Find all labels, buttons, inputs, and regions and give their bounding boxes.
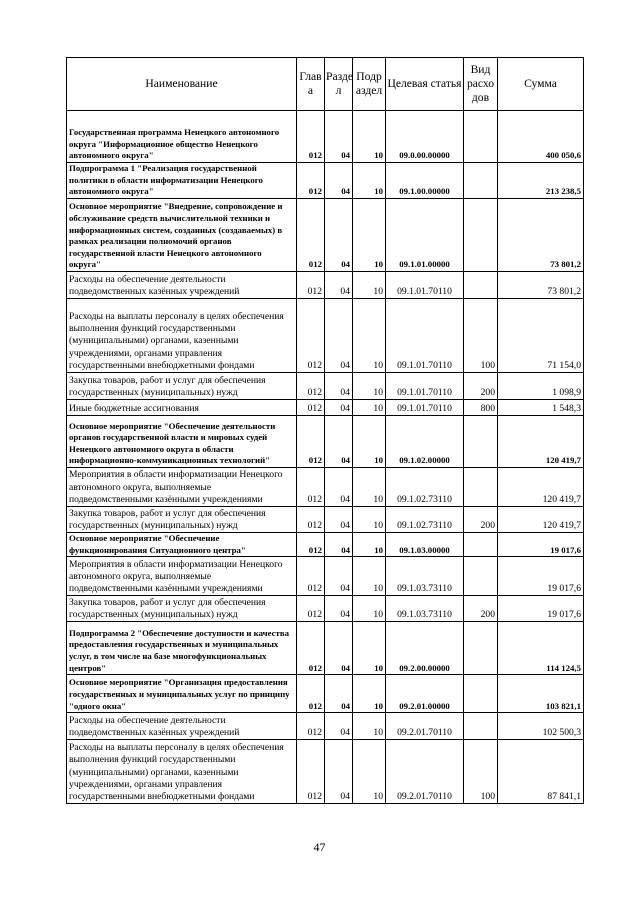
col-header-vid: Вид расхо дов <box>464 58 498 111</box>
cell-statya: 09.2.01.70110 <box>386 740 464 804</box>
cell-summa: 19 017,6 <box>498 596 584 622</box>
cell-vid <box>464 557 498 596</box>
cell-podrazdel: 10 <box>353 199 386 272</box>
cell-name: Подпрограмма 1 "Реализация государственной политики в области информатизации Ненецкого автономного округа" <box>67 163 297 199</box>
table-row <box>67 622 584 675</box>
table-row <box>67 596 584 622</box>
page-number: 47 <box>313 840 326 854</box>
cell-statya: 09.0.00.00000 <box>386 111 464 163</box>
cell-vid: 100 <box>464 740 498 804</box>
cell-podrazdel: 10 <box>353 111 386 163</box>
cell-summa: 19 017,6 <box>498 557 584 596</box>
cell-glava: 012 <box>297 533 325 557</box>
cell-name: Подпрограмма 2 "Обеспечение доступности и качества предоставления государственных и муниципальных услуг, в том числе на базе многофункциональных центров" <box>67 622 297 675</box>
cell-statya: 09.1.03.00000 <box>386 533 464 557</box>
cell-podrazdel: 10 <box>353 373 386 400</box>
cell-statya: 09.1.02.73110 <box>386 507 464 533</box>
cell-vid <box>464 468 498 507</box>
cell-podrazdel: 10 <box>353 740 386 804</box>
cell-name: Закупка товаров, работ и услуг для обеспечения государственных (муниципальных) нужд <box>67 596 297 622</box>
cell-glava: 012 <box>297 111 325 163</box>
cell-glava: 012 <box>297 740 325 804</box>
cell-glava: 012 <box>297 272 325 299</box>
cell-name: Мероприятия в области информатизации Ненецкого автономного округа, выполняемые подведомственными казёнными учреждениями <box>67 557 297 596</box>
col-header-glava: Глав а <box>297 58 325 111</box>
cell-razdel: 04 <box>325 596 353 622</box>
cell-name: Расходы на выплаты персоналу в целях обеспечения выполнения функций государственными (муниципальными) органами, казенными учреждениями, органами управления государственными внебюджетными фондами <box>67 740 297 804</box>
cell-razdel: 04 <box>325 400 353 416</box>
cell-name: Расходы на обеспечение деятельности подведомственных казённых учреждений <box>67 272 297 299</box>
cell-vid <box>464 163 498 199</box>
budget-table <box>66 57 584 804</box>
cell-razdel: 04 <box>325 272 353 299</box>
cell-glava: 012 <box>297 675 325 713</box>
cell-vid: 200 <box>464 596 498 622</box>
cell-name: Иные бюджетные ассигнования <box>67 400 297 416</box>
cell-statya: 09.2.00.00000 <box>386 622 464 675</box>
table-row <box>67 400 584 416</box>
table-row <box>67 675 584 713</box>
cell-summa: 120 419,7 <box>498 416 584 468</box>
cell-name: Мероприятия в области информатизации Ненецкого автономного округа, выполняемые подведомственными казёнными учреждениями <box>67 468 297 507</box>
cell-podrazdel: 10 <box>353 675 386 713</box>
cell-summa: 103 821,1 <box>498 675 584 713</box>
table-row <box>67 713 584 740</box>
cell-razdel: 04 <box>325 507 353 533</box>
cell-podrazdel: 10 <box>353 557 386 596</box>
cell-name: Расходы на выплаты персоналу в целях обеспечения выполнения функций государственными (муниципальными) органами, казенными учреждениями, органами управления государственными внебюджетными фондами <box>67 299 297 373</box>
cell-vid <box>464 416 498 468</box>
cell-name: Закупка товаров, работ и услуг для обеспечения государственных (муниципальных) нужд <box>67 507 297 533</box>
cell-glava: 012 <box>297 400 325 416</box>
cell-name: Основное мероприятие "Обеспечение функционирования Ситуационного центра" <box>67 533 297 557</box>
cell-summa: 1 548,3 <box>498 400 584 416</box>
cell-razdel: 04 <box>325 199 353 272</box>
table-row <box>67 272 584 299</box>
table-row <box>67 468 584 507</box>
cell-podrazdel: 10 <box>353 299 386 373</box>
table-body <box>67 111 584 804</box>
cell-razdel: 04 <box>325 622 353 675</box>
table-row <box>67 557 584 596</box>
cell-vid <box>464 533 498 557</box>
table-row <box>67 507 584 533</box>
cell-statya: 09.2.01.70110 <box>386 713 464 740</box>
cell-statya: 09.1.00.00000 <box>386 163 464 199</box>
cell-statya: 09.1.01.70110 <box>386 299 464 373</box>
table-row <box>67 299 584 373</box>
cell-podrazdel: 10 <box>353 596 386 622</box>
cell-vid: 200 <box>464 373 498 400</box>
cell-summa: 120 419,7 <box>498 507 584 533</box>
cell-vid: 200 <box>464 507 498 533</box>
cell-glava: 012 <box>297 468 325 507</box>
cell-razdel: 04 <box>325 468 353 507</box>
cell-razdel: 04 <box>325 163 353 199</box>
cell-statya: 09.1.02.00000 <box>386 416 464 468</box>
cell-razdel: 04 <box>325 299 353 373</box>
cell-glava: 012 <box>297 713 325 740</box>
cell-statya: 09.1.01.70110 <box>386 373 464 400</box>
cell-vid <box>464 111 498 163</box>
cell-vid: 800 <box>464 400 498 416</box>
cell-razdel: 04 <box>325 557 353 596</box>
cell-statya: 09.1.01.00000 <box>386 199 464 272</box>
col-header-statya: Целевая статья <box>386 58 464 111</box>
table-row <box>67 111 584 163</box>
cell-statya: 09.1.03.73110 <box>386 596 464 622</box>
cell-glava: 012 <box>297 199 325 272</box>
table-row <box>67 163 584 199</box>
cell-name: Государственная программа Ненецкого автономного округа "Информационное общество Ненецкого автономного округа" <box>67 111 297 163</box>
cell-summa: 114 124,5 <box>498 622 584 675</box>
cell-statya: 09.1.01.70110 <box>386 272 464 299</box>
cell-statya: 09.1.01.70110 <box>386 400 464 416</box>
cell-razdel: 04 <box>325 740 353 804</box>
table-row <box>67 740 584 804</box>
cell-glava: 012 <box>297 622 325 675</box>
table-row <box>67 373 584 400</box>
cell-glava: 012 <box>297 373 325 400</box>
cell-razdel: 04 <box>325 675 353 713</box>
cell-summa: 102 500,3 <box>498 713 584 740</box>
cell-vid <box>464 272 498 299</box>
cell-statya: 09.1.02.73110 <box>386 468 464 507</box>
table-row <box>67 416 584 468</box>
cell-name: Закупка товаров, работ и услуг для обеспечения государственных (муниципальных) нужд <box>67 373 297 400</box>
col-header-summa: Сумма <box>498 58 584 111</box>
cell-summa: 213 238,5 <box>498 163 584 199</box>
cell-podrazdel: 10 <box>353 713 386 740</box>
cell-podrazdel: 10 <box>353 507 386 533</box>
cell-glava: 012 <box>297 596 325 622</box>
cell-razdel: 04 <box>325 713 353 740</box>
cell-vid: 100 <box>464 299 498 373</box>
cell-summa: 120 419,7 <box>498 468 584 507</box>
cell-summa: 73 801,2 <box>498 272 584 299</box>
cell-name: Основное мероприятие "Обеспечение деятельности органов государственной власти и мировых судей Ненецкого автономного округа в области информационно-коммуникационных технологий" <box>67 416 297 468</box>
cell-name: Расходы на обеспечение деятельности подведомственных казённых учреждений <box>67 713 297 740</box>
cell-podrazdel: 10 <box>353 163 386 199</box>
cell-podrazdel: 10 <box>353 400 386 416</box>
cell-razdel: 04 <box>325 111 353 163</box>
cell-summa: 1 098,9 <box>498 373 584 400</box>
cell-podrazdel: 10 <box>353 533 386 557</box>
cell-razdel: 04 <box>325 533 353 557</box>
cell-statya: 09.1.03.73110 <box>386 557 464 596</box>
cell-summa: 71 154,0 <box>498 299 584 373</box>
col-header-razdel: Разде л <box>325 58 353 111</box>
cell-glava: 012 <box>297 507 325 533</box>
cell-vid <box>464 622 498 675</box>
cell-glava: 012 <box>297 557 325 596</box>
col-header-name: Наименование <box>67 58 297 111</box>
cell-summa: 73 801,2 <box>498 199 584 272</box>
cell-summa: 19 017,6 <box>498 533 584 557</box>
cell-vid <box>464 199 498 272</box>
cell-glava: 012 <box>297 416 325 468</box>
cell-glava: 012 <box>297 299 325 373</box>
cell-vid <box>464 675 498 713</box>
cell-razdel: 04 <box>325 373 353 400</box>
cell-podrazdel: 10 <box>353 622 386 675</box>
cell-podrazdel: 10 <box>353 272 386 299</box>
cell-summa: 400 050,6 <box>498 111 584 163</box>
cell-vid <box>464 713 498 740</box>
cell-name: Основное мероприятие "Организация предоставления государственных и муниципальных услуг по принципу "одного окна" <box>67 675 297 713</box>
table-row <box>67 199 584 272</box>
cell-razdel: 04 <box>325 416 353 468</box>
cell-podrazdel: 10 <box>353 468 386 507</box>
cell-statya: 09.2.01.00000 <box>386 675 464 713</box>
col-header-podrazdel: Подр аздел <box>353 58 386 111</box>
cell-glava: 012 <box>297 163 325 199</box>
cell-summa: 87 841,1 <box>498 740 584 804</box>
table-row <box>67 533 584 557</box>
cell-podrazdel: 10 <box>353 416 386 468</box>
table-header-row <box>67 58 584 111</box>
cell-name: Основное мероприятие "Внедрение, сопровождение и обслуживание средств вычислительной техники и информационных систем, созданных (создаваемых) в рамках реализации полномочий органов государственной власти Ненецкого автономного округа" <box>67 199 297 272</box>
